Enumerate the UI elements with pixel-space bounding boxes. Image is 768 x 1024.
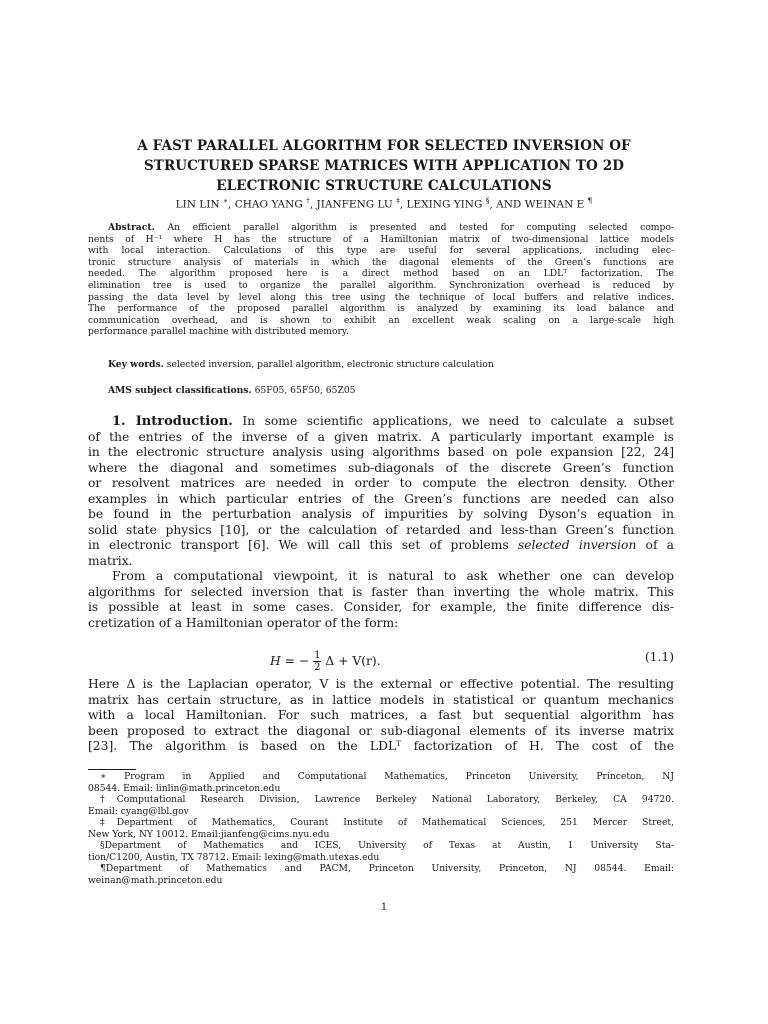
author-list: LIN LIN ∗, CHAO YANG †, JIANFENG LU ‡, LEXING YING §, AND WEINAN E ¶ bbox=[175, 196, 593, 211]
abstract-line: elimination tree is used to organize the parallel algorithm. Synchronization overhead is reduced by bbox=[88, 279, 674, 291]
author-mark: ¶ bbox=[587, 196, 593, 205]
body-line: is possible at least in some cases. Consider, for example, the finite difference dis- bbox=[88, 600, 674, 614]
abstract-line: communication overhead, and is shown to exhibit an excellent weak scaling on a large-scale high bbox=[88, 314, 674, 326]
equation-number: (1.1) bbox=[644, 650, 674, 664]
page-number: 1 bbox=[380, 902, 388, 913]
footnote-line: §Department of Mathematics and ICES, University of Texas at Austin, 1 University Sta- bbox=[100, 840, 674, 851]
author-mark: † bbox=[306, 196, 310, 205]
body-line: in the electronic structure analysis using algorithms based on pole expansion [22, 24] bbox=[88, 445, 674, 459]
footnote-line: tion/C1200, Austin, TX 78712. Email: lexing@math.utexas.edu bbox=[88, 851, 380, 863]
author-name: CHAO YANG bbox=[234, 198, 303, 211]
author-mark: ‡ bbox=[396, 196, 400, 205]
footnote-rule bbox=[88, 769, 136, 770]
footnote-line: ¶Department of Mathematics and PACM, Princeton University, Princeton, NJ 08544. Email: bbox=[100, 863, 674, 874]
ams-classifications bbox=[108, 385, 356, 397]
paper-title bbox=[60, 136, 708, 196]
author-name: JIANFENG LU bbox=[316, 198, 393, 211]
introduction-paragraph-2 bbox=[88, 569, 674, 631]
footnote-line: weinan@math.princeton.edu bbox=[88, 874, 223, 886]
body-line: matrix. bbox=[88, 553, 133, 568]
author-name: LIN LIN bbox=[175, 198, 220, 211]
abstract-line: The performance of the proposed parallel algorithm is analyzed by examining its load balance and bbox=[88, 303, 674, 315]
body-line: From a computational viewpoint, it is natural to ask whether one can develop bbox=[112, 569, 674, 583]
section-number: 1. bbox=[112, 414, 126, 429]
equation-fraction bbox=[313, 650, 321, 673]
body-line: 1. Introduction. In some scientific applications, we need to calculate a subset bbox=[112, 414, 674, 429]
keywords bbox=[108, 359, 494, 371]
abstract-label: Abstract. bbox=[108, 222, 155, 233]
title-line: ELECTRONIC STRUCTURE CALCULATIONS bbox=[216, 178, 552, 194]
abstract-line: tronic structure analysis of materials in which the diagonal elements of the Green’s functions are bbox=[88, 256, 674, 268]
introduction-paragraph-1 bbox=[88, 414, 674, 569]
equation-rhs: Δ + V(r). bbox=[325, 654, 381, 668]
body-line: examples in which particular entries of the Green’s functions are needed can also bbox=[88, 491, 674, 506]
equation-body bbox=[270, 650, 381, 673]
body-line: or resolvent matrices are needed in order to compute the electron density. Other bbox=[88, 476, 674, 490]
abstract-line: Abstract. An efficient parallel algorithm is presented and tested for computing selected compo- bbox=[108, 222, 675, 233]
abstract-line: with local interaction. Calculations of this type are useful for several applications, including elec- bbox=[88, 245, 674, 257]
keywords-text: selected inversion, parallel algorithm, electronic structure calculation bbox=[166, 359, 494, 370]
body-line: be found in the perturbation analysis of impurities by solving Dyson’s equation in bbox=[88, 507, 674, 521]
footnote-line: 08544. Email: linlin@math.princeton.edu bbox=[88, 782, 281, 794]
keywords-label: Key words. bbox=[108, 359, 164, 370]
body-line: solid state physics [10], or the calculation of retarded and less-than Green’s function bbox=[88, 522, 674, 537]
abstract-line: performance parallel machine with distributed memory. bbox=[88, 326, 349, 338]
footnote-line: †Computational Research Division, Lawrence Berkeley National Laboratory, Berkeley, CA 94720. bbox=[100, 794, 674, 805]
introduction-paragraph-3 bbox=[88, 677, 674, 755]
author-mark: ∗ bbox=[222, 196, 229, 205]
body-line: where the diagonal and sometimes sub-diagonals of the discrete Green’s function bbox=[88, 460, 674, 475]
body-line: been proposed to extract the diagonal or sub-diagonal elements of its inverse matrix bbox=[88, 723, 674, 738]
body-line: [23]. The algorithm is based on the LDLᵀ factorization of H. The cost of the bbox=[88, 739, 674, 753]
abstract-line: nents of H⁻¹ where H has the structure of a Hamiltonian matrix of two-dimensional lattice models bbox=[88, 233, 674, 245]
footnotes bbox=[88, 771, 674, 886]
body-line: matrix has certain structure, as in lattice models in statistical or quantum mechanics bbox=[88, 692, 674, 707]
abstract bbox=[88, 222, 674, 338]
title-line: A FAST PARALLEL ALGORITHM FOR SELECTED INVERSION OF bbox=[137, 138, 631, 154]
equation-lhs: H = − bbox=[270, 654, 310, 668]
title-line: STRUCTURED SPARSE MATRICES WITH APPLICATION TO 2D bbox=[143, 158, 625, 174]
ams-text: 65F05, 65F50, 65Z05 bbox=[254, 385, 356, 396]
author-conjunction: AND bbox=[496, 198, 522, 211]
author-name: LEXING YING bbox=[406, 198, 483, 211]
abstract-line: passing the data level by level along this tree using the technique of local buffers and relative indices. bbox=[88, 291, 674, 303]
body-line: algorithms for selected inversion that is faster than inverting the whole matrix. This bbox=[88, 584, 674, 599]
ams-label: AMS subject classifications. bbox=[108, 385, 252, 396]
equation-1-1 bbox=[88, 640, 674, 676]
body-line: of the entries of the inverse of a given matrix. A particularly important example is bbox=[88, 429, 674, 444]
section-title: Introduction. bbox=[135, 414, 233, 429]
body-line: Here Δ is the Laplacian operator, V is the external or effective potential. The resulting bbox=[88, 677, 674, 691]
body-line: in electronic transport [6]. We will call this set of problems selected inversion of a bbox=[88, 538, 674, 552]
footnote-line: ∗ Program in Applied and Computational Mathematics, Princeton University, Princeton, NJ bbox=[100, 771, 674, 782]
body-line: with a local Hamiltonian. For such matrices, a fast but sequential algorithm has bbox=[88, 708, 674, 722]
footnote-line: ‡Department of Mathematics, Courant Institute of Mathematical Sciences, 251 Mercer Street, bbox=[100, 817, 674, 828]
author-mark: § bbox=[485, 196, 490, 205]
fraction-denominator: 2 bbox=[314, 662, 321, 673]
fraction-numerator: 1 bbox=[314, 650, 321, 661]
body-line: cretization of a Hamiltonian operator of the form: bbox=[88, 615, 399, 630]
footnote-line: Email: cyang@lbl.gov bbox=[88, 805, 189, 817]
abstract-line: needed. The algorithm proposed here is a direct method based on an LDLᵀ factorization. The bbox=[88, 268, 674, 280]
author-name: WEINAN E bbox=[524, 198, 585, 211]
footnote-line: New York, NY 10012. Email:jianfeng@cims.nyu.edu bbox=[88, 828, 330, 840]
italic-term: selected inversion bbox=[517, 538, 637, 552]
